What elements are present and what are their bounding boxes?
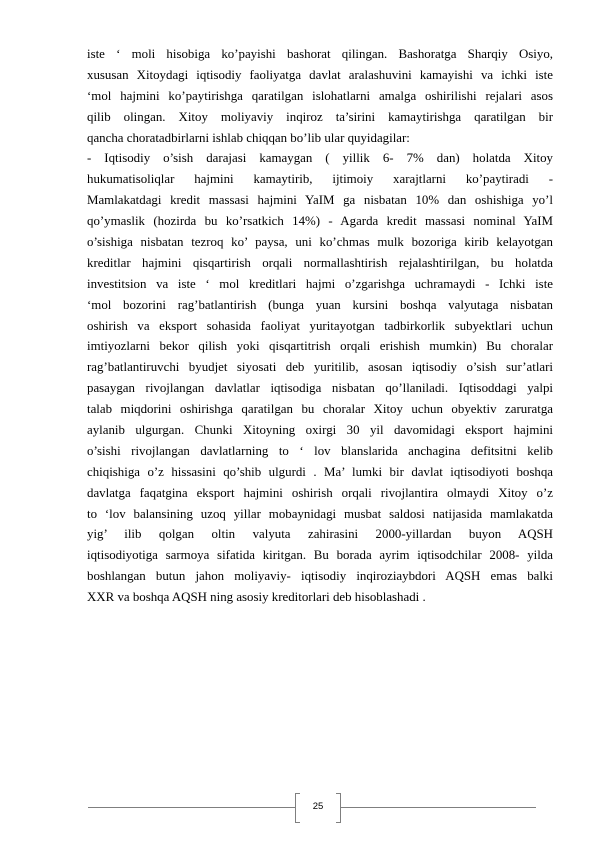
- text-line: rag’batlantiruvchi byudjet siyosati deb yuritilib, asosan iqtisodiy o’sish sur’atlari: [87, 360, 553, 375]
- text-line: oshirish va eksport sohasida faoliyat yuritayotgan tadbirkorlik subyektlari uchun: [87, 318, 553, 333]
- page-footer: [0, 793, 595, 823]
- page-number: 25: [312, 801, 324, 812]
- text-line: xususan Xitoydagi iqtisodiy faoliyatga davlat aralashuvini kamayishi va ichki iste: [87, 67, 553, 82]
- text-line: kreditlar hajmini qisqartirish orqali normallashtirish rejalashtirilgan, bu holatda: [87, 255, 553, 270]
- text-line: chiqishiga o’z hissasini qo’shib ulgurdi . Ma’ lumki bir davlat iqtisodiyoti boshqa: [87, 464, 553, 479]
- text-line: Mamlakatdagi kredit massasi hajmini YaIM ga nisbatan 10% dan oshishiga yo’l: [87, 193, 553, 208]
- page-number-bracket-right: [336, 793, 341, 823]
- text-line: aylanib ulgurgan. Chunki Xitoyning oxirgi 30 yil davomidagi eksport hajmini: [87, 423, 553, 438]
- text-line: - Iqtisodiy o’sish darajasi kamaygan ( yillik 6- 7% dan) holatda Xitoy: [87, 151, 553, 166]
- text-line: pasaygan rivojlangan davlatlar iqtisodiga nisbatan qo’llaniladi. Iqtisoddagi yalpi: [87, 381, 553, 396]
- footer-rule-left: [88, 807, 295, 808]
- text-line: talab miqdorini oshirishga qaratilgan bu choralar Xitoy uchun obyektiv zaruratga: [87, 402, 553, 417]
- text-line: to ‘lov balansining uzoq yillar mobaynidagi musbat saldosi natijasida mamlakatda: [87, 506, 553, 521]
- text-line: davlatga faqatgina eksport hajmini oshirish orqali rivojlantira olmaydi Xitoy o’z: [87, 485, 553, 500]
- text-line: hukumatisoliqlar hajmini kamaytirib, ijtimoiy xarajtlarni ko’paytiradi -: [87, 172, 553, 187]
- footer-rule-right: [341, 807, 536, 808]
- document-body: [87, 44, 553, 608]
- text-line: investitsion va iste ‘ mol kreditlari hajmi o’zgarishga uchramaydi - Ichki iste: [87, 276, 553, 291]
- text-line: iqtisodiyotiga sarmoya sifatida kiritgan. Bu borada ayrim iqtisodchilar 2008- yilda: [87, 548, 553, 563]
- text-line: iste ‘ moli hisobiga ko’payishi bashorat qilingan. Bashoratga Sharqiy Osiyo,: [87, 47, 553, 61]
- text-line: qo’ymaslik (hozirda bu ko’rsatkich 14%) - Agarda kredit massasi nominal YaIM: [87, 214, 553, 229]
- text-line: boshlangan butun jahon moliyaviy- iqtisodiy inqiroziaybdori AQSH emas balki: [87, 569, 553, 584]
- text-line: ‘mol hajmini ko’paytirishga qaratilgan islohatlarni amalga oshirilishi rejalari asos: [87, 88, 553, 103]
- text-line: ‘mol bozorini rag’batlantirish (bunga yuan kursini boshqa valyutaga nisbatan: [87, 297, 553, 312]
- text-line: imtiyozlarni bekor qilish yoki qisqartitrish orqali erishish mumkin) Bu choralar: [87, 339, 553, 354]
- text-line: XXR va boshqa AQSH ning asosiy kreditorlari deb hisoblashadi .: [87, 590, 426, 605]
- text-line: qilib olingan. Xitoy moliyaviy inqiroz ta’sirini kamaytirishga qaratilgan bir: [87, 109, 553, 124]
- text-line: o’sishi rivojlangan davlatlarning to ‘ lov blanslarida anchagina defitsitni kelib: [87, 443, 553, 458]
- text-line: o’sishiga nisbatan tezroq ko’ paysa, uni ko’chmas mulk bozoriga kirib kelayotgan: [87, 235, 553, 250]
- text-line: yig’ ilib qolgan oltin valyuta zahirasini 2000-yillardan buyon AQSH: [87, 527, 553, 542]
- text-line: qancha choratadbirlarni ishlab chiqqan bo’lib ular quyidagilar:: [87, 130, 410, 145]
